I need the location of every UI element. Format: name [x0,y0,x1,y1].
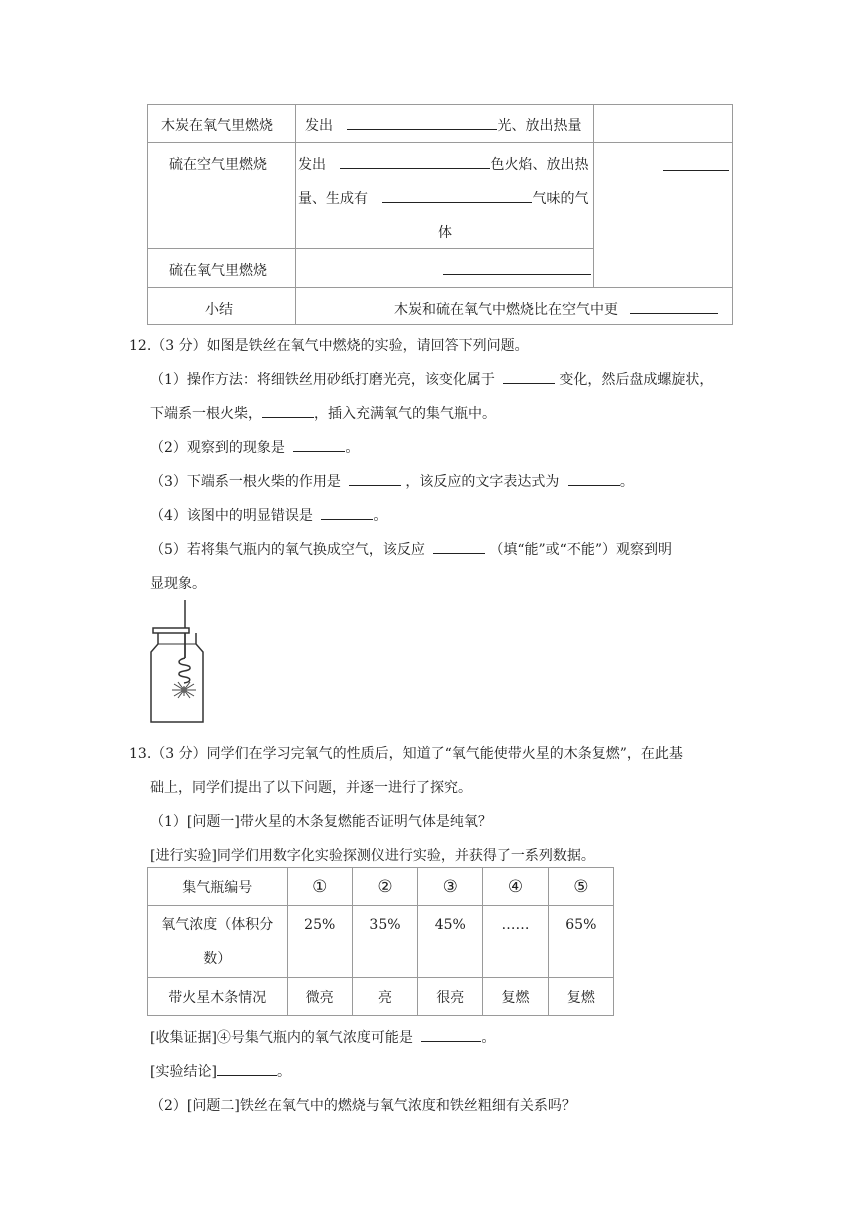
blank-summary [630,299,718,314]
row-splint-label: 带火星木条情况 [148,978,288,1016]
header-jar-4: ④ [483,868,548,906]
row-oxygen-label: 氧气浓度（体积分 数） [148,906,288,978]
header-jar-5: ⑤ [548,868,613,906]
header-jar-3: ③ [418,868,483,906]
blank-light-color [347,115,497,130]
cell-splint: 复燃 [548,978,613,1016]
row-sulfur-air-label: 硫在空气里燃烧 [169,157,267,173]
row-summary-text: 木炭和硫在氧气中燃烧比在空气中更 [394,299,718,319]
header-jar-number: 集气瓶编号 [148,868,288,906]
blank-flame-color [340,154,490,169]
q13-p3: [收集证据]④号集气瓶内的氧气浓度可能是 。 [150,1027,495,1047]
q13-p2: [进行实验]同学们用数字化实验探测仪进行实验，并获得了一系列数据。 [150,848,595,864]
gas-jar-illustration [144,600,216,726]
q12-s5-line1: （5）若将集气瓶内的氧气换成空气，该反应 （填“能”或“不能”）观察到明 [150,539,672,559]
blank-step [262,403,314,418]
row-sulfur-oxygen-label: 硫在氧气里燃烧 [169,263,267,279]
row-charcoal-label: 木炭在氧气里燃烧 [161,118,273,134]
blank-match-role [349,471,401,486]
blank-gas-odor [382,188,532,203]
cell-splint: 复燃 [483,978,548,1016]
q13-p5: （2）[问题二]铁丝在氧气中的燃烧与氧气浓度和铁丝粗细有关系吗？ [150,1098,576,1114]
q12-s5-line2: 显现象。 [150,576,206,592]
cell-oxygen: 45% [418,906,483,978]
blank-conclusion [217,1061,277,1076]
table-combustion [147,104,733,326]
cell-oxygen: 35% [352,906,417,978]
blank-word-equation [568,471,620,486]
cell-splint: 微亮 [287,978,352,1016]
q12-s1-line2: 下端系一根火柴， ，插入充满氧气的集气瓶中。 [150,403,496,423]
cell-splint: 很亮 [418,978,483,1016]
cell-oxygen: …… [483,906,548,978]
header-jar-2: ② [352,868,417,906]
blank-change-type [503,369,555,384]
q12-s2: （2）观察到的现象是 。 [150,437,359,457]
header-jar-1: ① [287,868,352,906]
q13-p1: （1）[问题一]带火星的木条复燃能否证明气体是纯氧？ [150,814,492,830]
row-charcoal-desc: 发出 光、放出热量 [305,115,581,135]
cell-oxygen: 65% [548,906,613,978]
blank-sulfur-oxygen [443,260,591,275]
oxygen-concentration-table [147,867,614,1016]
blank-merged-cell [663,156,729,171]
cell-oxygen: 25% [287,906,352,978]
q12-s1-line1: （1）操作方法：将细铁丝用砂纸打磨光亮，该变化属于 变化，然后盘成螺旋状， [150,369,713,389]
q13-title-line1: 13.（3 分）同学们在学习完氧气的性质后，知道了“氧气能使带火星的木条复燃”，在此基 [129,746,683,762]
q12-title: 12.（3 分）如图是铁丝在氧气中燃烧的实验，请回答下列问题。 [129,338,529,354]
blank-phenomenon [293,437,345,452]
row-sulfur-air-desc2: 量、生成有 气味的气 [298,188,588,208]
row-sulfur-air-desc3: 体 [438,225,452,241]
blank-error [321,505,373,520]
q12-s4: （4）该图中的明显错误是 。 [150,505,387,525]
blank-jar4-concentration [421,1027,481,1042]
q12-s3: （3）下端系一根火柴的作用是 ，该反应的文字表达式为 。 [150,471,634,491]
blank-can-or-not [433,539,485,554]
row-summary-label: 小结 [205,302,233,318]
row-sulfur-air-desc1: 发出 色火焰、放出热 [298,154,588,174]
q13-p4: [实验结论] 。 [150,1061,291,1081]
cell-splint: 亮 [352,978,417,1016]
q13-title-line2: 础上，同学们提出了以下问题，并逐一进行了探究。 [150,780,472,796]
